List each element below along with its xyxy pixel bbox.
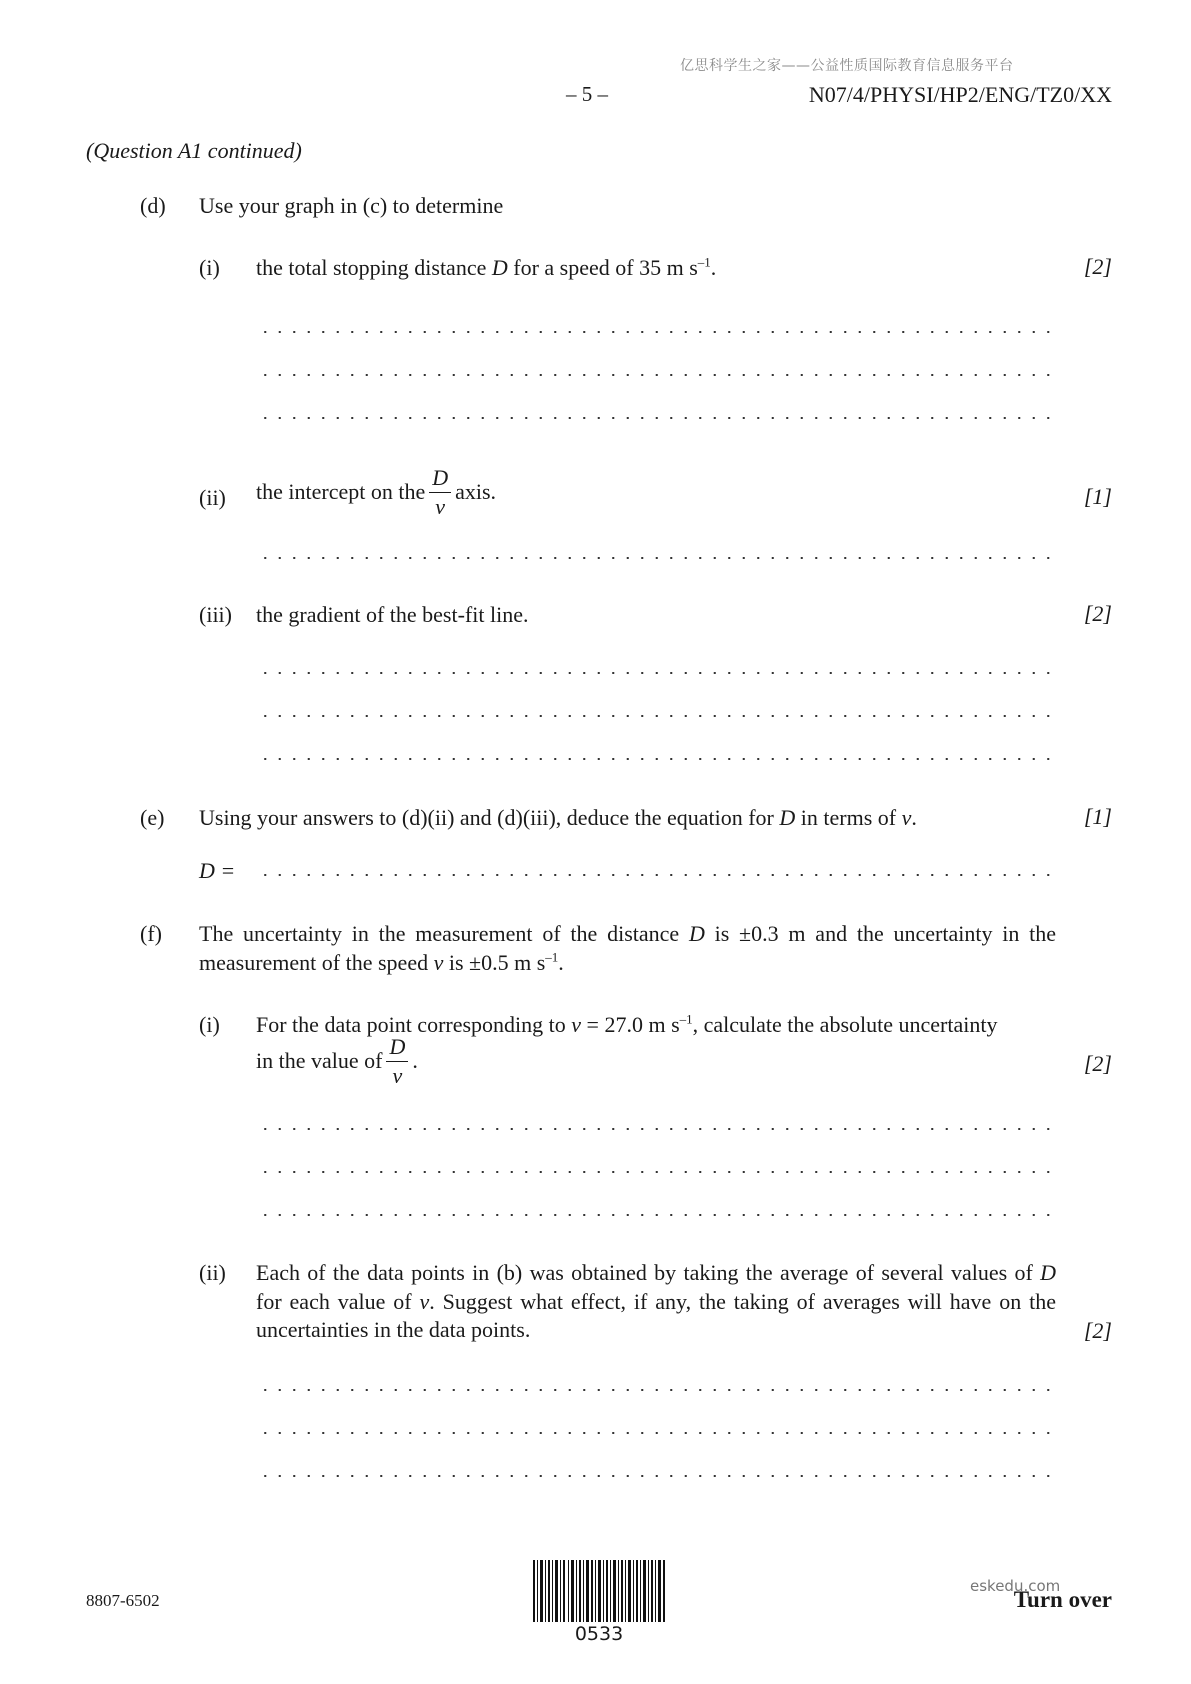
watermark-text: 亿思科学生之家——公益性质国际教育信息服务平台 — [680, 58, 1014, 74]
part-d-ii-marks: [1] — [1083, 484, 1112, 509]
part-f-label: (f) — [140, 921, 162, 946]
part-d-i-text: the total stopping distance D for a speed of 35 m $s^{-1}$. — [256, 254, 717, 280]
part-d-text: Use your graph in (c) to determine — [199, 193, 504, 218]
part-d-i-marks: [2] — [1083, 254, 1112, 279]
part-f-ii-text: Each of the data points in (b) was obtained by taking the average of several values of D for each value of v. Suggest what effect, if any, the taking of averages will have on the uncertainties in the data points. — [256, 1260, 1056, 1343]
answer-line[interactable] — [258, 672, 1052, 674]
part-e-marks: [1] — [1083, 804, 1112, 829]
paper-code: N07/4/PHYSI/HP2/ENG/TZ0/XX — [808, 82, 1112, 107]
part-e-label: (e) — [140, 805, 165, 830]
part-d-ii-text: the intercept on the $\frac{D}{v}$ axis. — [256, 465, 497, 519]
site-watermark: eskedu.com — [970, 1577, 1061, 1595]
page-number: – 5 – — [566, 82, 608, 106]
fraction-d-over-v: $\frac{D}{v}$ — [429, 467, 451, 518]
part-d-i-label: (i) — [199, 255, 220, 280]
part-d-iii-text: the gradient of the best-fit line. — [256, 602, 529, 627]
answer-line[interactable] — [258, 1475, 1052, 1477]
answer-line[interactable] — [258, 715, 1052, 717]
part-f-ii-marks: [2] — [1083, 1318, 1112, 1343]
answer-line[interactable] — [258, 1432, 1052, 1434]
question-continued-label: (Question A1 continued) — [86, 138, 302, 163]
part-e-text: Using your answers to (d)(ii) and (d)(iii), deduce the equation for D in terms of v. — [199, 805, 917, 830]
answer-line[interactable] — [258, 758, 1052, 760]
part-f-i-label: (i) — [199, 1012, 220, 1037]
turn-over-label: Turn over — [1013, 1587, 1112, 1612]
answer-line[interactable] — [258, 1389, 1052, 1391]
barcode-number: 0533 — [574, 1623, 624, 1645]
answer-line[interactable] — [258, 331, 1052, 333]
fraction-d-over-v: $\frac{D}{v}$ — [386, 1036, 408, 1087]
part-f-i-text-line2: in the value of $\frac{D}{v}$ . — [256, 1034, 418, 1088]
answer-line[interactable] — [258, 1171, 1052, 1173]
answer-line[interactable] — [258, 557, 1052, 559]
answer-line[interactable] — [258, 874, 1052, 876]
part-d-iii-label: (iii) — [199, 602, 232, 627]
footer-code: 8807-6502 — [86, 1591, 160, 1610]
answer-line[interactable] — [258, 417, 1052, 419]
part-e-answer-label: D = — [199, 858, 236, 883]
answer-line[interactable] — [258, 1214, 1052, 1216]
part-d-iii-marks: [2] — [1083, 601, 1112, 626]
answer-line[interactable] — [258, 1128, 1052, 1130]
answer-line[interactable] — [258, 374, 1052, 376]
part-f-i-marks: [2] — [1083, 1051, 1112, 1076]
part-f-text: The uncertainty in the measurement of the distance D is ±0.3 m and the uncertainty in the measurement of the speed v is ±0.5 m $s^{-1}$. — [199, 921, 1056, 975]
part-d-ii-label: (ii) — [199, 485, 226, 510]
part-f-ii-label: (ii) — [199, 1260, 226, 1285]
part-d-label: (d) — [140, 193, 166, 218]
part-f-i-text: For the data point corresponding to v = 27.0 m $s^{-1}$, calculate the absolute uncertainty — [256, 1011, 998, 1037]
barcode-icon — [533, 1560, 665, 1622]
